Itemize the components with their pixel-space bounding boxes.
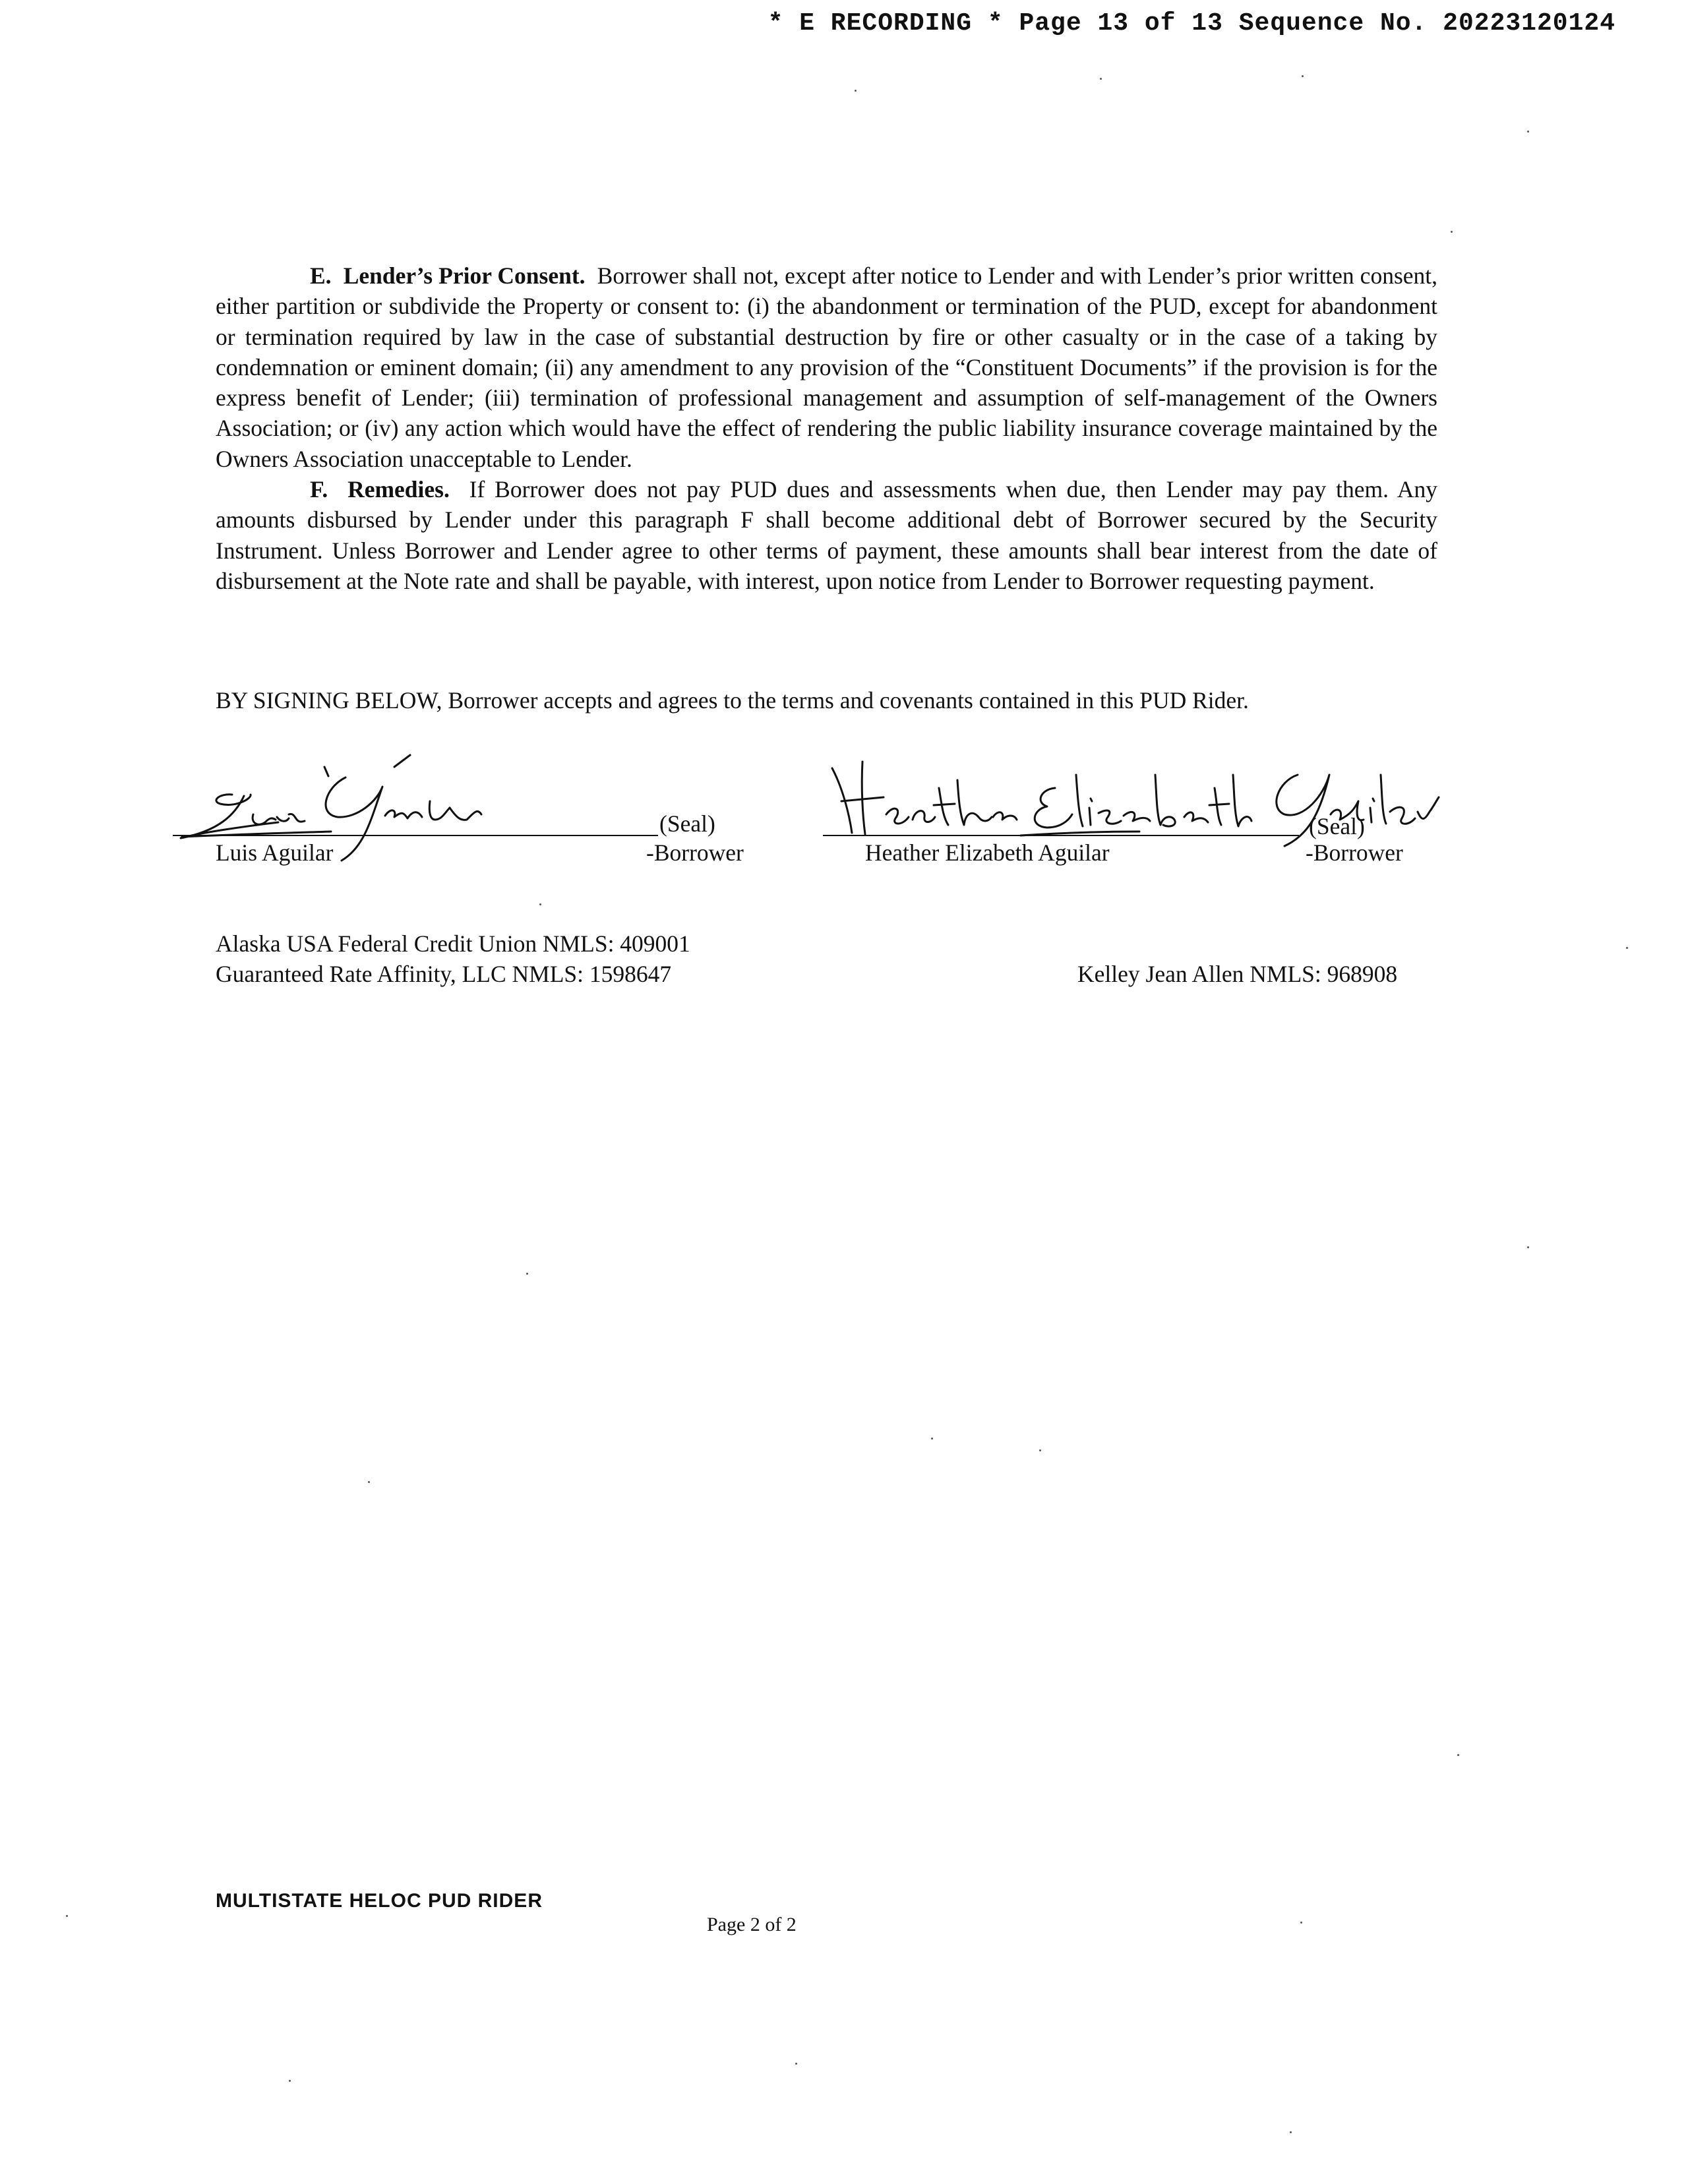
scan-speck [66,1915,68,1917]
scan-speck [1527,1246,1529,1248]
scan-speck [539,903,541,905]
scan-speck [289,2080,291,2082]
scan-speck [1290,2131,1292,2133]
scan-speck [1100,78,1102,80]
scan-speck [1527,131,1529,133]
scan-speck [795,2063,797,2065]
seal-label-2: (Seal) [1309,813,1365,839]
signer-role-1: -Borrower [646,839,744,866]
signer-role-2: -Borrower [1306,839,1403,866]
signature-line-1 [173,835,658,836]
recording-header: * E RECORDING * Page 13 of 13 Sequence No. 20223120124 [768,9,1615,38]
scan-speck [1457,1754,1459,1756]
lender-line-2: Guaranteed Rate Affinity, LLC NMLS: 1598647 [216,961,672,987]
section-e [216,260,1437,474]
signer-name-2: Heather Elizabeth Aguilar [865,839,1110,866]
section-f-text: If Borrower does not pay PUD dues and assessments when due, then Lender may pay them. Any amounts disbursed by Lender under this paragraph F shall become additional debt of Borrower secured by the Security Instrument. Unless Borrower and Lender agree to other terms of payment, these amounts shall bear interest from the date of disbursement at the Note rate and shall be payable, with interest, upon notice from Lender to Borrower requesting payment. [216,476,1438,594]
lender-line-1: Alaska USA Federal Credit Union NMLS: 409001 [216,930,690,957]
scan-speck [1302,75,1304,77]
scan-speck [931,1438,933,1440]
form-title: MULTISTATE HELOC PUD RIDER [216,1890,543,1912]
section-f-heading: Remedies. [347,476,450,503]
scan-speck [1626,947,1628,949]
scan-speck [855,90,857,92]
section-e-heading: Lender’s Prior Consent. [343,262,586,289]
section-f-label: F. [310,476,328,503]
scan-speck [368,1481,370,1483]
scan-speck [1039,1449,1041,1451]
seal-label-1: (Seal) [659,810,715,837]
loan-originator: Kelley Jean Allen NMLS: 968908 [1077,961,1398,987]
scan-speck [1300,1922,1302,1924]
section-f [216,474,1437,596]
signing-statement: BY SIGNING BELOW, Borrower accepts and agrees to the terms and covenants contained in this PUD Rider. [216,687,1249,713]
page-number: Page 2 of 2 [707,1914,797,1935]
scan-speck [526,1273,528,1275]
section-e-text: Borrower shall not, except after notice to Lender and with Lender’s prior written consent, either partition or subdivide the Property or consent to: (i) the abandonment or termination of the PUD, except for abandonment or termination required by law in the case of substantial destruction by fire or other casualty or in the case of a taking by condemnation or eminent domain; (ii) any amendment to any provision of the “Constituent Documents” if the provision is for the express benefit of Lender; (iii) termination of professional management and assumption of self-management of the Owners Association; or (iv) any action which would have the effect of rendering the public liability insurance coverage maintained by the Owners Association unacceptable to Lender. [216,262,1437,472]
scan-speck [1451,231,1453,233]
section-e-label: E. [310,262,332,289]
signature-line-2 [823,835,1299,836]
rider-body [216,260,1437,596]
signer-name-1: Luis Aguilar [216,839,334,866]
